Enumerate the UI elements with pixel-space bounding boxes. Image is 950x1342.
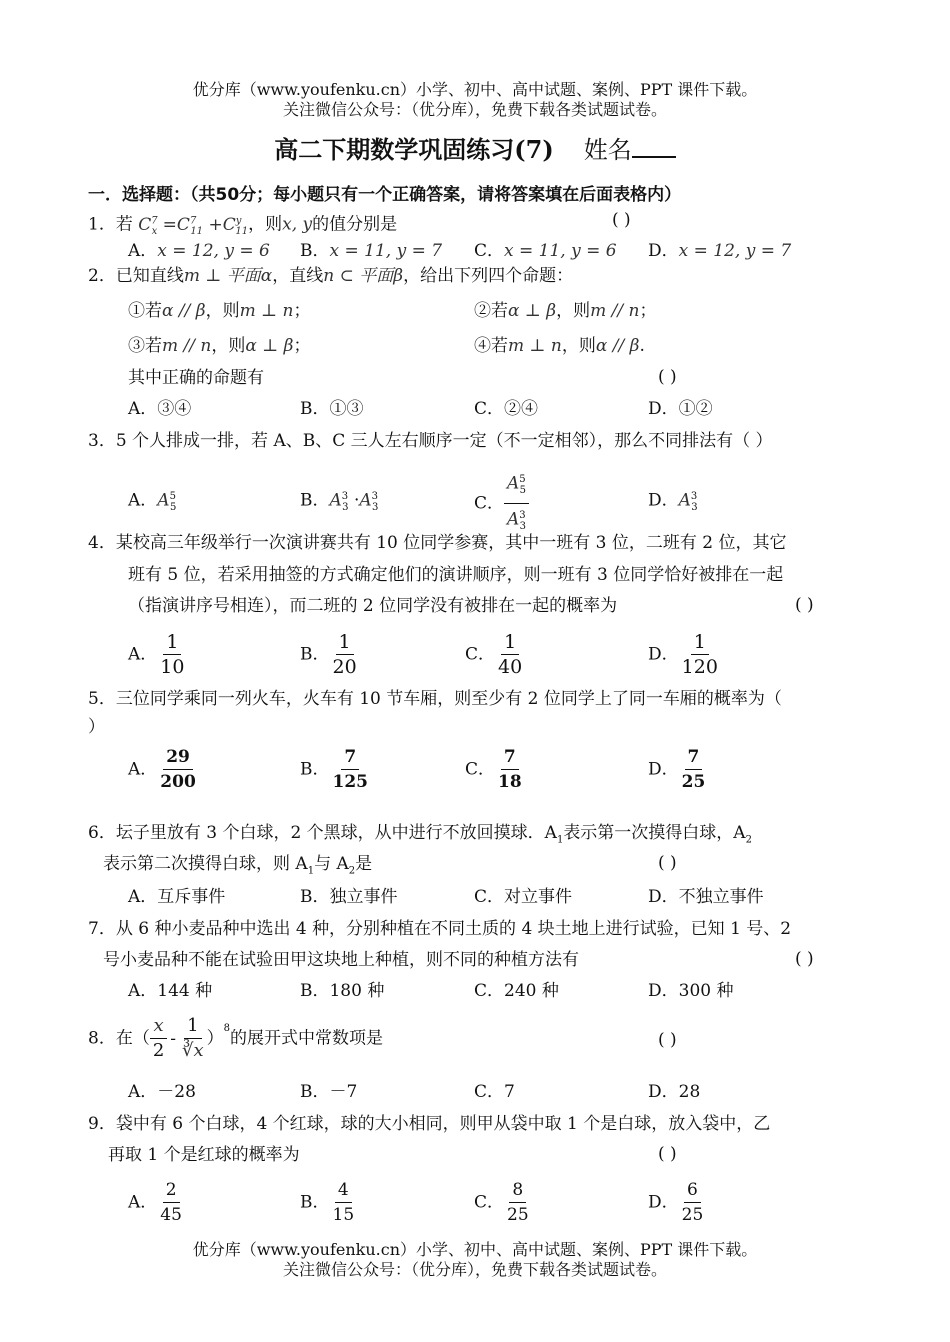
q7-answer-paren: ( ) [795,949,814,969]
q5-line-1: 5．三位同学乘同一列火车，火车有 10 节车厢，则至少有 2 位同学上了同一车厢的概率为（ [88,689,782,709]
q9-option-a: A． $\frac{2}{45}$ [128,1180,182,1225]
q4-option-c: C． $\frac{1}{40}$ [465,631,523,678]
q1-option-a: A．x = 12, y = 6 [128,241,270,261]
footer-line-2: 关注微信公众号：（优分库），免费下载各类试题试卷。 [282,1260,667,1279]
q4-line-1: 4．某校高三年级举行一次演讲赛共有 10 位同学参赛，其中一班有 3 位，二班有 2 位，其它 [88,533,787,553]
q7-option-b: B．180 种 [300,981,385,1001]
q5-option-b: B． $\frac{7}{125}$ [300,747,368,792]
q4-line-2: 班有 5 位，若采用抽签的方式确定他们的演讲顺序，则一班有 3 位同学恰好被排在一起 [128,565,784,585]
q6-option-c: C．对立事件 [474,887,573,907]
q5-option-a: A． $\frac{29}{200}$ [128,747,196,792]
q2-prop-4: ④若m ⊥ n，则α // β. [474,336,645,356]
q7-line-1: 7．从 6 种小麦品种中选出 4 种，分别种植在不同土质的 4 块土地上进行试验，已知 1 号、2 [88,919,792,939]
q8-answer-paren: ( ) [658,1030,677,1050]
q7-option-d: D．300 种 [648,981,734,1001]
q7-line-2: 号小麦品种不能在试验田甲这块地上种植，则不同的种植方法有 [103,950,579,970]
header-line-2: 关注微信公众号：（优分库），免费下载各类试题试卷。 [282,100,667,119]
q8-option-a: A．－28 [128,1082,196,1102]
q6-option-b: B．独立事件 [300,887,398,907]
q1-stem: 1．若 $C^7_x =C^7_{11} +C^y_{11}$，则x, y的值分别是 [88,214,398,238]
q1-formula: $C^7_x =C^7_{11} +C^y_{11}$ [138,214,249,238]
q6-line-2: 表示第二次摸得白球，则 $A_1$与 $A_2$是 [103,854,373,877]
q5-option-c: C． $\frac{7}{18}$ [465,747,522,792]
q9-option-d: D． $\frac{6}{25}$ [648,1180,704,1225]
q2-answer-paren: ( ) [658,367,677,387]
q7-option-c: C．240 种 [474,981,559,1001]
q4-line-3: （指演讲序号相连），而二班的 2 位同学没有被排在一起的概率为 [128,596,618,616]
q8-option-b: B．－7 [300,1082,358,1102]
name-label: 姓名 [583,136,632,164]
q5-option-d: D． $\frac{7}{25}$ [648,747,706,792]
q2-option-c: C．②④ [474,399,539,419]
q2-prop-1: ①若α // β，则m ⊥ n； [128,301,311,321]
q3-option-b: B．$A^3_3 \cdot A^3_3$ [300,490,379,514]
name-blank [632,136,676,158]
q9-line-2: 再取 1 个是红球的概率为 [108,1145,300,1165]
q9-answer-paren: ( ) [658,1144,677,1164]
q1-option-d: D．x = 12, y = 7 [648,241,792,261]
title-text: 高二下期数学巩固练习(7) [274,135,554,164]
q1-option-c: C．x = 11, y = 6 [474,241,617,261]
section-heading: 一．选择题：（共50分；每小题只有一个正确答案，请将答案填在后面表格内） [88,185,682,205]
q8-stem: 8．在（ $\frac{x}{2}$ - $\frac{1}{∛x}$ ）$^8$的展开式中常数项是 [88,1015,384,1061]
q4-option-a: A． $\frac{1}{10}$ [128,631,185,678]
q3-stem: 3．5 个人排成一排，若 A、B、C 三人左右顺序一定（不一定相邻），那么不同排法有（ ） [88,431,773,451]
q8-option-c: C．7 [474,1082,515,1102]
q4-answer-paren: ( ) [795,595,814,615]
q3-option-c: C． $\frac{A^5_5}{A^3_3}$ [474,468,529,539]
q6-option-a: A．互斥事件 [128,887,226,907]
q5-line-2: ） [88,717,105,737]
q2-question: 其中正确的命题有 [128,368,264,388]
footer-line-1: 优分库（www.youfenku.cn）小学、初中、高中试题、案例、PPT 课件下载。 [192,1240,758,1259]
q9-option-b: B． $\frac{4}{15}$ [300,1180,355,1225]
q1-option-b: B．x = 11, y = 7 [300,241,443,261]
q4-option-b: B． $\frac{1}{20}$ [300,631,357,678]
q1-answer-paren: ( ) [612,210,631,230]
q6-option-d: D．不独立事件 [648,887,764,907]
q6-answer-paren: ( ) [658,853,677,873]
header-line-1: 优分库（www.youfenku.cn）小学、初中、高中试题、案例、PPT 课件下载。 [192,80,758,99]
q9-line-1: 9．袋中有 6 个白球，4 个红球，球的大小相同，则甲从袋中取 1 个是白球，放入袋中，乙 [88,1114,771,1134]
q2-option-a: A．③④ [128,399,192,419]
q7-option-a: A．144 种 [128,981,213,1001]
q2-prop-2: ②若α ⊥ β，则m // n； [474,301,657,321]
q2-option-b: B．①③ [300,399,364,419]
q4-option-d: D． $\frac{1}{120}$ [648,631,718,678]
q6-line-1: 6．坛子里放有 3 个白球，2 个黑球，从中进行不放回摸球．$A_1$表示第一次摸得白球，$A_2$ [88,823,752,846]
q2-option-d: D．①② [648,399,713,419]
q3-option-d: D．$A^3_3$ [648,490,698,514]
q9-option-c: C． $\frac{8}{25}$ [474,1180,529,1225]
page-title [0,130,950,165]
q3-option-a: A．$A^5_5$ [128,490,177,514]
q2-prop-3: ③若m // n，则α ⊥ β； [128,336,311,356]
q8-option-d: D．28 [648,1082,701,1102]
q2-stem: 2．已知直线m ⊥ 平面α，直线n ⊂ 平面β，给出下列四个命题： [88,266,574,286]
